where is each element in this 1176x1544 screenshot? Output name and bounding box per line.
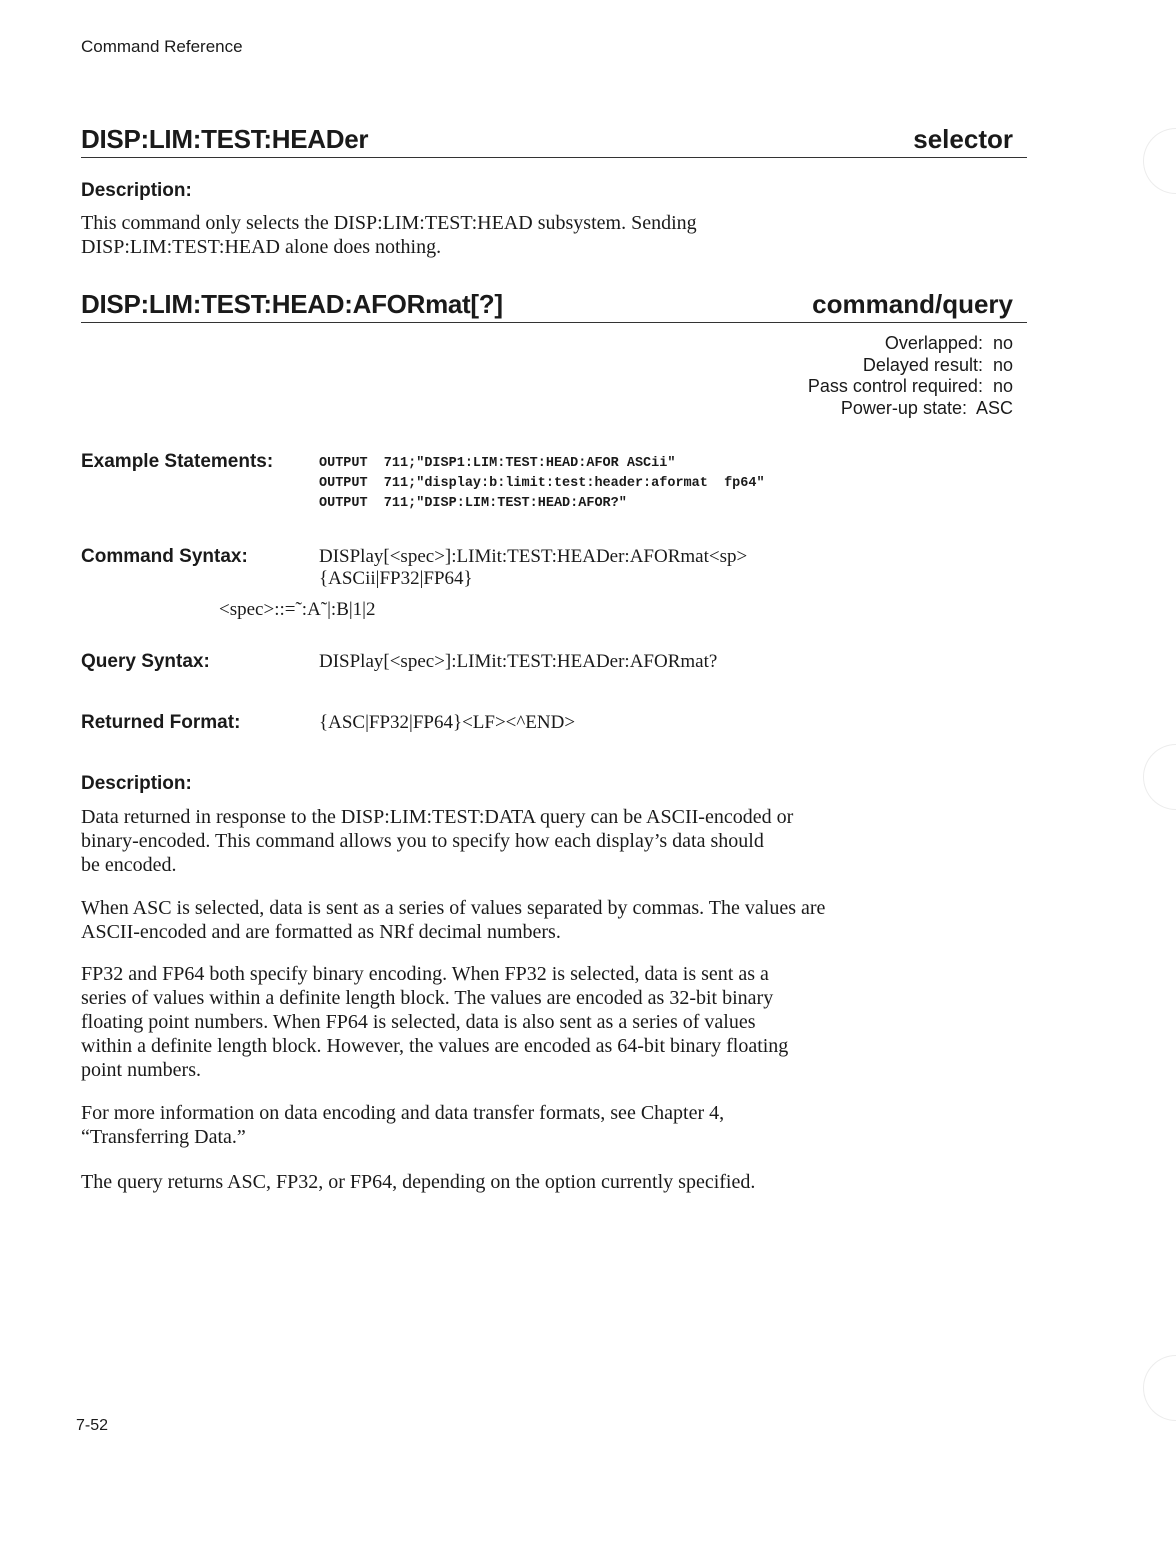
description-paragraph: The query returns ASC, FP32, or FP64, depending on the option currently specified.: [81, 1171, 756, 1193]
description-text: This command only selects the DISP:LIM:TEST:HEAD subsystem. Sending DISP:LIM:TEST:HEAD alone does nothing.: [81, 212, 697, 258]
description-label: Description:: [81, 773, 192, 794]
property-row: Overlapped: no: [884, 333, 1013, 353]
command-properties: [808, 333, 1013, 419]
example-statement: OUTPUT 711;"DISP:LIM:TEST:HEAD:AFOR?": [319, 496, 627, 511]
binder-hole: [1143, 1355, 1176, 1421]
description-paragraph: Data returned in response to the DISP:LIM:TEST:DATA query can be ASCII-encoded or binary-encoded. This command allows you to specify how each display’s data should be encoded.: [81, 806, 794, 876]
section-heading-selector: [81, 123, 1027, 158]
property-row: Delayed result: no: [862, 354, 1013, 375]
example-statements-label: Example Statements:: [81, 451, 274, 472]
running-header: Command Reference: [81, 37, 243, 56]
query-syntax-label: Query Syntax:: [81, 651, 210, 672]
example-statement: OUTPUT 711;"DISP1:LIM:TEST:HEAD:AFOR ASCii": [319, 456, 676, 471]
section-heading-command-query: [81, 288, 1027, 323]
returned-format: {ASC|FP32|FP64}<LF><^END>: [319, 712, 576, 733]
query-syntax: DISPlay[<spec>]:LIMit:TEST:HEADer:AFORmat?: [319, 651, 718, 672]
command-syntax-label: Command Syntax:: [81, 546, 248, 567]
command-syntax-line: DISPlay[<spec>]:LIMit:TEST:HEADer:AFORmat<sp>: [319, 546, 748, 567]
command-type: selector: [913, 124, 1013, 154]
page-number: 7-52: [76, 1417, 109, 1434]
returned-format-label: Returned Format:: [81, 712, 241, 733]
property-row: Pass control required: no: [807, 376, 1013, 396]
command-type: command/query: [812, 289, 1013, 319]
description-label: Description:: [81, 180, 192, 201]
description-paragraph: When ASC is selected, data is sent as a series of values separated by commas. The values are ASCII-encoded and are formatted as NRf decimal numbers.: [81, 897, 826, 943]
property-row: Power-up state: ASC: [840, 397, 1013, 418]
command-name: DISP:LIM:TEST:HEADer: [81, 124, 369, 154]
description-paragraph: FP32 and FP64 both specify binary encoding. When FP32 is selected, data is sent as a series of values within a definite length block. The values are encoded as 32-bit binary floating point numbers. When FP64 is selected, data is also sent as a series of values within a definite length block. However, the values are encoded as 64-bit binary floating point numbers.: [81, 963, 789, 1081]
binder-hole: [1143, 744, 1176, 810]
binder-hole: [1143, 128, 1176, 194]
command-name: DISP:LIM:TEST:HEAD:AFORmat[?]: [81, 289, 503, 319]
spec-definition: <spec>::=˜:A˜|:B|1|2: [219, 599, 376, 620]
command-syntax-line: {ASCii|FP32|FP64}: [319, 568, 473, 589]
example-statement: OUTPUT 711;"display:b:limit:test:header:aformat fp64": [319, 476, 765, 491]
description-paragraph: For more information on data encoding and data transfer formats, see Chapter 4, “Transferring Data.”: [81, 1102, 725, 1148]
